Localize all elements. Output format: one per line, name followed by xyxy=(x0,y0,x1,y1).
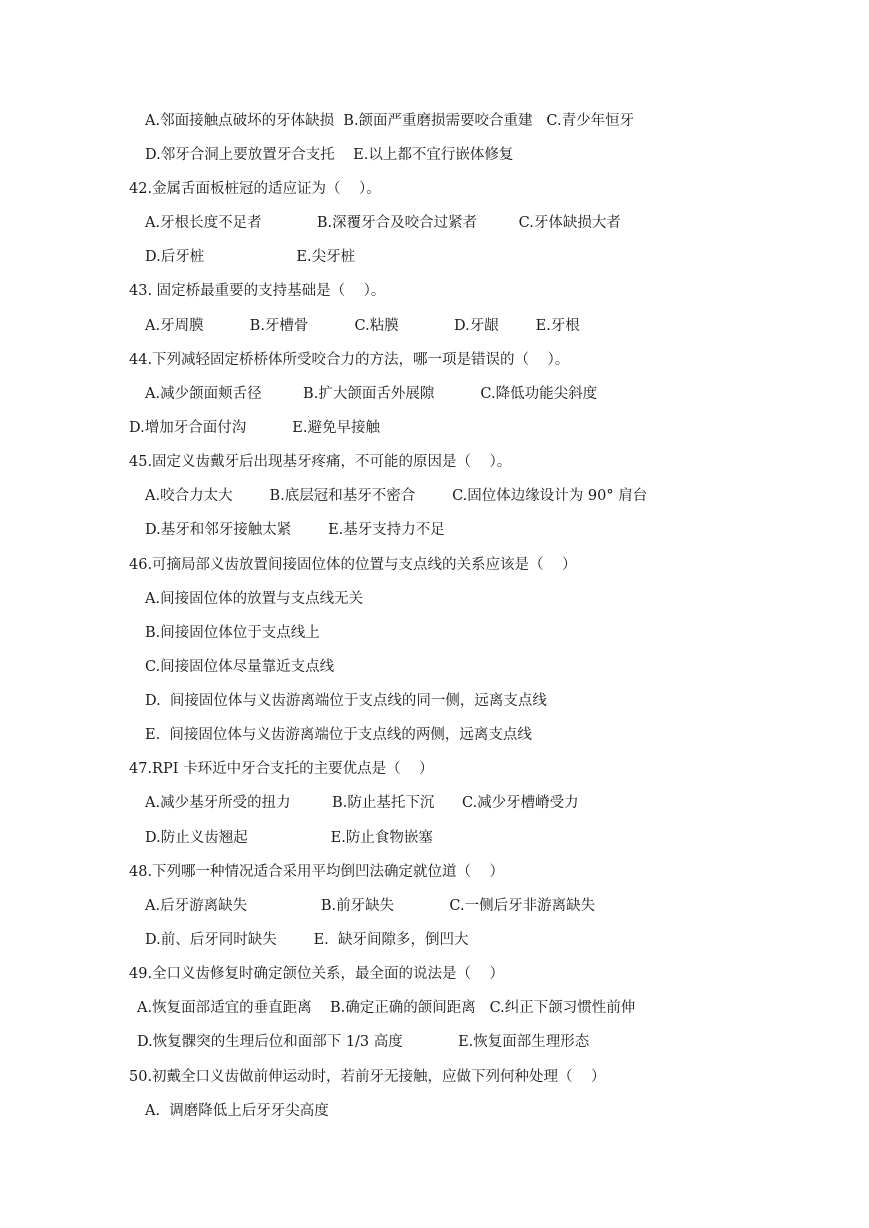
q46-option-d: D. 间接固位体与义齿游离端位于支点线的同一侧，远离支点线 xyxy=(145,693,547,709)
q41-options-row2: D.邻牙合洞上要放置牙合支托 E.以上都不宜行嵌体修复 xyxy=(145,147,514,163)
q47-question: 47.RPI 卡环近中牙合支托的主要优点是（ ） xyxy=(129,761,434,777)
q48-options-row2: D.前、后牙同时缺失 E. 缺牙间隙多，倒凹大 xyxy=(145,932,469,948)
q47-options-row2: D.防止义齿翘起 E.防止食物嵌塞 xyxy=(145,830,433,846)
q46-option-c: C.间接固位体尽量靠近支点线 xyxy=(145,659,335,675)
q44-question: 44.下列减轻固定桥桥体所受咬合力的方法，哪一项是错误的（ ）。 xyxy=(129,352,570,368)
q44-options-row1: A.减少颌面颊舌径 B.扩大颌面舌外展隙 C.降低功能尖斜度 xyxy=(145,386,598,402)
q41-options-row1: A.邻面接触点破坏的牙体缺损 B.颌面严重磨损需要咬合重建 C.青少年恒牙 xyxy=(145,113,635,129)
q43-options: A.牙周膜 B.牙槽骨 C.粘膜 D.牙龈 E.牙根 xyxy=(145,318,580,334)
q49-options-row1: A.恢复面部适宜的垂直距离 B.确定正确的颌间距离 C.纠正下颌习惯性前伸 xyxy=(137,1000,636,1016)
q48-options-row1: A.后牙游离缺失 B.前牙缺失 C.一侧后牙非游离缺失 xyxy=(145,898,596,914)
q46-option-e: E. 间接固位体与义齿游离端位于支点线的两侧，远离支点线 xyxy=(145,727,532,743)
q48-question: 48.下列哪一种情况适合采用平均倒凹法确定就位道（ ） xyxy=(129,864,504,880)
q42-options-row2: D.后牙桩 E.尖牙桩 xyxy=(145,249,356,265)
q42-options-row1: A.牙根长度不足者 B.深覆牙合及咬合过紧者 C.牙体缺损大者 xyxy=(145,215,621,231)
q49-options-row2: D.恢复髁突的生理后位和面部下 1/3 高度 E.恢复面部生理形态 xyxy=(137,1034,590,1050)
q45-question: 45.固定义齿戴牙后出现基牙疼痛，不可能的原因是（ ）。 xyxy=(129,454,512,470)
q46-option-a: A.间接固位体的放置与支点线无关 xyxy=(145,591,364,607)
q46-option-b: B.间接固位体位于支点线上 xyxy=(145,625,320,641)
q50-question: 50.初戴全口义齿做前伸运动时，若前牙无接触，应做下列何种处理（ ） xyxy=(129,1069,606,1085)
q42-question: 42.金属舌面板桩冠的适应证为（ ）。 xyxy=(129,181,381,197)
q45-options-row1: A.咬合力太大 B.底层冠和基牙不密合 C.固位体边缘设计为 90° 肩台 xyxy=(145,488,648,504)
q50-option-a: A. 调磨降低上后牙牙尖高度 xyxy=(145,1103,329,1119)
q45-options-row2: D.基牙和邻牙接触太紧 E.基牙支持力不足 xyxy=(145,522,445,538)
q49-question: 49.全口义齿修复时确定颌位关系，最全面的说法是（ ） xyxy=(129,966,504,982)
q46-question: 46.可摘局部义齿放置间接固位体的位置与支点线的关系应该是（ ） xyxy=(129,557,577,573)
q47-options-row1: A.减少基牙所受的扭力 B.防止基托下沉 C.减少牙槽嵴受力 xyxy=(145,795,579,811)
q44-options-row2: D.增加牙合面付沟 E.避免早接触 xyxy=(129,420,381,436)
q43-question: 43. 固定桥最重要的支持基础是（ ）。 xyxy=(129,283,386,299)
